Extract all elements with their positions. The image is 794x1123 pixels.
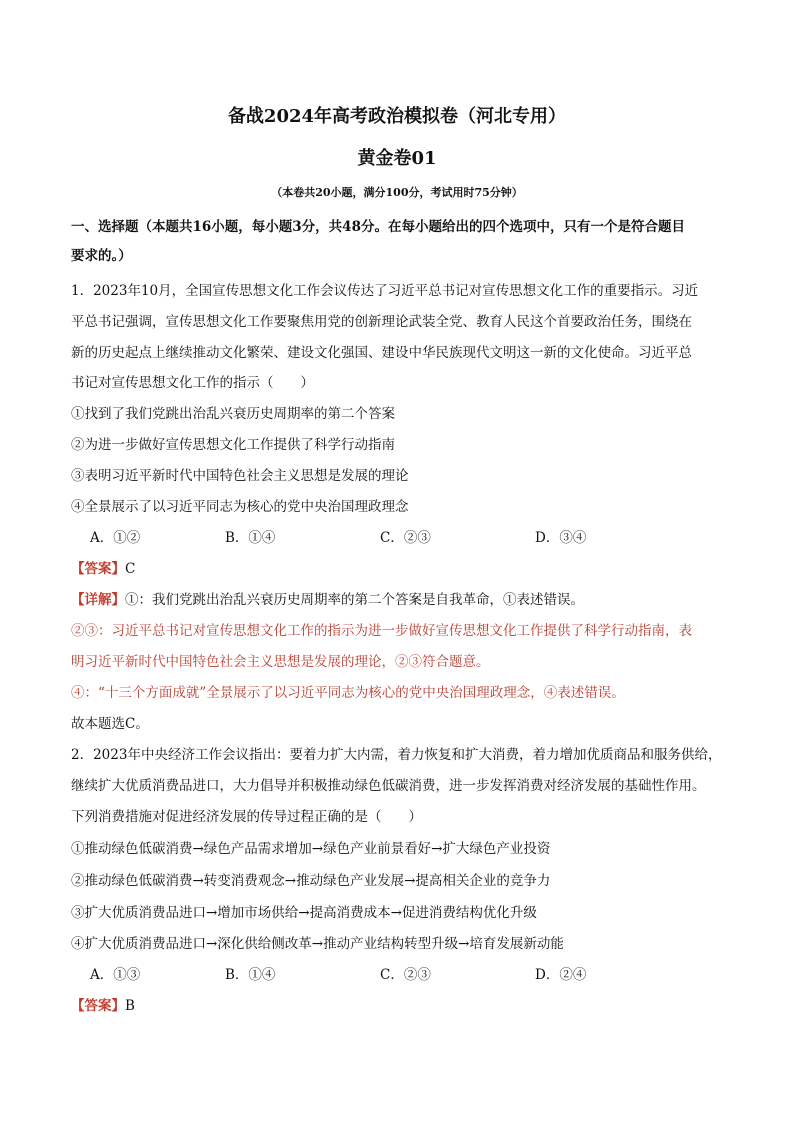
q2-option-a: A．①③ bbox=[90, 967, 141, 983]
q2-answer bbox=[71, 996, 135, 1016]
q1-stem-line: 新的历史起点上继续推动文化繁荣、建设文化强国、建设中华民族现代文明这一新的文化使命。习近平总 bbox=[71, 345, 692, 361]
q2-option-c: C．②③ bbox=[380, 967, 431, 983]
q2-item: ③扩大优质消费品进口→增加市场供给→提高消费成本→促进消费结构优化升级 bbox=[71, 905, 537, 921]
q1-stem-line: 1．2023年10月，全国宣传思想文化工作会议传达了习近平总书记对宣传思想文化工作的重要指示。习近 bbox=[71, 283, 699, 299]
q1-item: ④全景展示了以习近平同志为核心的党中央治国理政理念 bbox=[71, 499, 409, 515]
section-heading-line2: 要求的。） bbox=[71, 248, 132, 264]
q2-option-d: D．②④ bbox=[535, 967, 587, 983]
q1-detail-line bbox=[71, 590, 584, 610]
q1-stem-line: 平总书记强调，宣传思想文化工作要聚焦用党的创新理论武装全党、教育人民这个首要政治任务，围绕在 bbox=[71, 314, 692, 330]
q2-item: ④扩大优质消费品进口→深化供给侧改革→推动产业结构转型升级→培育发展新动能 bbox=[71, 936, 564, 952]
q1-item: ③表明习近平新时代中国特色社会主义思想是发展的理论 bbox=[71, 468, 409, 484]
answer-value: C bbox=[125, 561, 136, 577]
q1-options bbox=[90, 528, 650, 548]
q1-option-c: C．②③ bbox=[380, 530, 431, 546]
section-heading-line1: 一、选择题（本题共16小题，每小题3分，共48分。在每小题给出的四个选项中，只有一个是符合题目 bbox=[71, 219, 685, 235]
q1-conclusion: 故本题选C。 bbox=[71, 716, 149, 732]
q1-item: ②为进一步做好宣传思想文化工作提供了科学行动指南 bbox=[71, 437, 395, 453]
q1-detail-line: 明习近平新时代中国特色社会主义思想是发展的理论，②③符合题意。 bbox=[71, 654, 490, 670]
answer-value: B bbox=[125, 998, 135, 1014]
q1-option-b: B．①④ bbox=[225, 530, 276, 546]
page-title: 备战2024年高考政治模拟卷（河北专用） bbox=[227, 106, 567, 127]
q2-stem-line: 2．2023年中央经济工作会议指出：要着力扩大内需，着力恢复和扩大消费，着力增加优质商品和服务供给， bbox=[71, 747, 722, 763]
q1-item: ①找到了我们党跳出治乱兴衰历史周期率的第二个答案 bbox=[71, 406, 395, 422]
q2-stem-line: 继续扩大优质消费品进口，大力倡导并积极推动绿色低碳消费，进一步发挥消费对经济发展的基础性作用。 bbox=[71, 778, 706, 794]
q1-answer bbox=[71, 559, 135, 579]
paper-subtitle: 黄金卷01 bbox=[357, 148, 437, 169]
q2-option-b: B．①④ bbox=[225, 967, 276, 983]
exam-note: （本卷共20小题，满分100分，考试用时75分钟） bbox=[271, 186, 523, 199]
q2-item: ②推动绿色低碳消费→转变消费观念→推动绿色产业发展→提高相关企业的竞争力 bbox=[71, 873, 551, 889]
detail-tag: 【详解】 bbox=[71, 592, 125, 608]
answer-tag: 【答案】 bbox=[71, 998, 125, 1014]
detail-text: ①：我们党跳出治乱兴衰历史周期率的第二个答案是自我革命，①表述错误。 bbox=[125, 592, 584, 608]
q1-stem-line: 书记对宣传思想文化工作的指示（ ） bbox=[71, 375, 314, 391]
q1-detail-line: ②③：习近平总书记对宣传思想文化工作的指示为进一步做好宣传思想文化工作提供了科学行动指南，表 bbox=[71, 623, 692, 639]
q1-option-a: A．①② bbox=[90, 530, 141, 546]
q2-options bbox=[90, 965, 650, 985]
answer-tag: 【答案】 bbox=[71, 561, 125, 577]
q1-option-d: D．③④ bbox=[535, 530, 587, 546]
q2-stem-line: 下列消费措施对促进经济发展的传导过程正确的是（ ） bbox=[71, 809, 422, 825]
q2-item: ①推动绿色低碳消费→绿色产品需求增加→绿色产业前景看好→扩大绿色产业投资 bbox=[71, 841, 551, 857]
q1-detail-line: ④：“十三个方面成就”全景展示了以习近平同志为核心的党中央治国理政理念，④表述错误。 bbox=[71, 685, 625, 701]
